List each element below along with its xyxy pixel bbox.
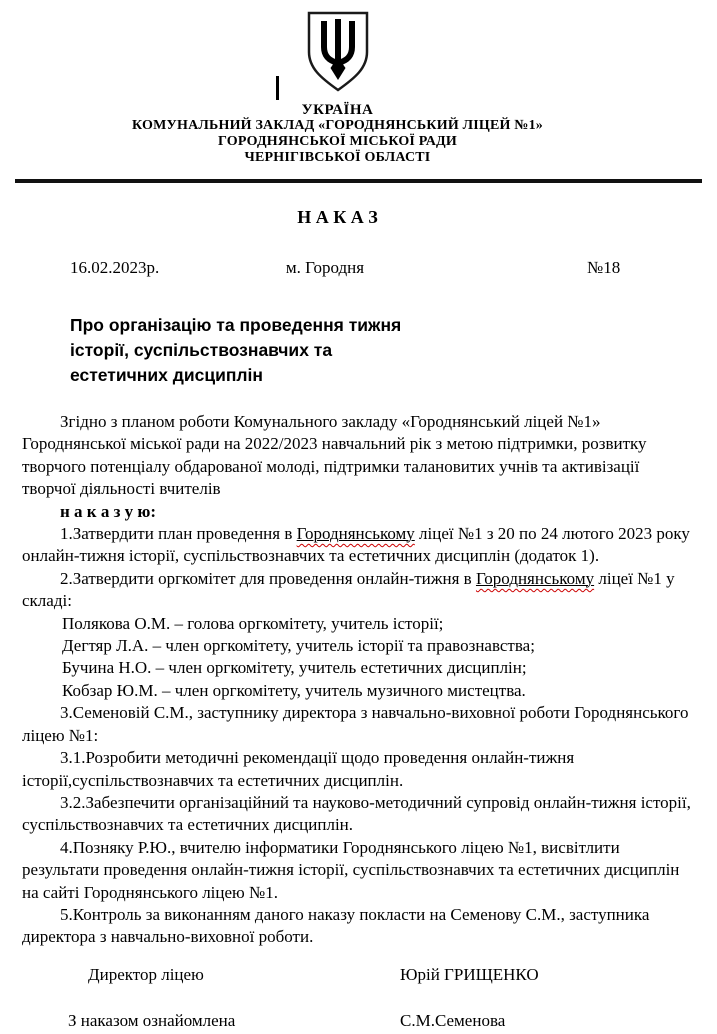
intro-paragraph: Згідно з планом роботи Комунального закладу «Городнянський ліцей №1» Городнянської міської ради на 2022/2023 навчальний рік з метою підтримки, розвитку творчого потенціалу обдарованої молоді, підтримки талановитих учнів та активізації творчої діяльності вчителів bbox=[22, 412, 647, 499]
order-item-1 bbox=[22, 523, 695, 568]
signature-row-director bbox=[22, 965, 695, 987]
decree-word: н а к а з у ю: bbox=[60, 501, 157, 521]
item2-text: 2.Затвердити оргкомітет для проведення онлайн-тижня в bbox=[60, 568, 476, 588]
letterhead bbox=[22, 102, 695, 166]
org-name-line2: ГОРОДНЯНСЬКОЇ МІСЬКОЇ РАДИ bbox=[218, 134, 457, 149]
misspelled-word: Городнянському bbox=[296, 524, 415, 544]
signature-role: З наказом ознайомлена bbox=[68, 1010, 236, 1030]
item1-text-cont: ліцеї №1 з 20 по 24 лютого 2023 року онлайн-тижня історії, суспільствознавчих та естетичних дисциплін (додаток 1). bbox=[22, 524, 690, 566]
letterhead-divider-rule bbox=[15, 179, 702, 183]
committee-member-row: Полякова О.М. – голова оргкомітету, учитель історії; bbox=[62, 613, 444, 633]
item1-text: 1.Затвердити план проведення в bbox=[60, 524, 297, 544]
text-cursor-bar bbox=[276, 76, 279, 100]
order-date: 16.02.2023р. bbox=[70, 258, 160, 277]
order-document-page bbox=[0, 10, 717, 1034]
document-type-title: Н А К А З bbox=[297, 207, 378, 227]
order-item-3: 3.Семеновій С.М., заступнику директора з навчально-виховної роботи Городнянського ліцею №1: bbox=[22, 703, 689, 745]
date-place-number-row bbox=[22, 258, 695, 280]
order-place: м. Городня bbox=[285, 258, 365, 277]
order-item-4: 4.Позняку Р.Ю., вчителю інформатики Городнянського ліцею №1, висвітлити результати проведення онлайн-тижня історії, суспільствознавчих та естетичних дисциплін на сайті Городнянського ліцею №1. bbox=[22, 837, 680, 902]
order-number: №18 bbox=[587, 258, 621, 277]
order-item-3-2: 3.2.Забезпечити організаційний та науково-методичний супровід онлайн-тижня історії, суспільствознавчих та естетичних дисциплін. bbox=[22, 792, 691, 835]
ukraine-trident-emblem-icon bbox=[305, 10, 371, 94]
org-name-line3: ЧЕРНІГІВСЬКОЇ ОБЛАСТІ bbox=[244, 150, 431, 165]
order-subject-heading: Про організацію та проведення тижня історії, суспільствознавчих та естетичних дисциплін bbox=[70, 315, 402, 385]
order-item-5: 5.Контроль за виконанням даного наказу покласти на Семенову С.М., заступника директора з навчально-виховної роботи. bbox=[22, 904, 650, 947]
signature-name: С.М.Семенова bbox=[400, 1010, 506, 1030]
committee-member-row: Бучина Н.О. – член оргкомітету, учитель естетичних дисциплін; bbox=[62, 658, 527, 678]
signature-role: Директор ліцею bbox=[88, 964, 204, 984]
emblem-container bbox=[22, 10, 695, 94]
item2-text-cont: ліцеї №1 у складі: bbox=[22, 568, 675, 611]
signature-block bbox=[22, 965, 695, 1033]
signature-name: Юрій ГРИЩЕНКО bbox=[400, 964, 539, 984]
order-item-2 bbox=[22, 568, 695, 613]
committee-member-row: Кобзар Ю.М. – член оргкомітету, учитель музичного мистецтва. bbox=[62, 680, 526, 700]
committee-member-row: Дегтяр Л.А. – член оргкомітету, учитель історії та правознавства; bbox=[62, 636, 535, 656]
country-name: УКРАЇНА bbox=[301, 102, 374, 118]
misspelled-word: Городнянському bbox=[475, 568, 595, 588]
signature-row-acknowledged bbox=[22, 1011, 695, 1033]
order-body bbox=[22, 411, 695, 949]
org-name-line1: КОМУНАЛЬНИЙ ЗАКЛАД «ГОРОДНЯНСЬКИЙ ЛІЦЕЙ №1» bbox=[132, 118, 543, 133]
order-item-3-1: 3.1.Розробити методичні рекомендації щодо проведення онлайн-тижня історії,суспільствознавчих та естетичних дисциплін. bbox=[22, 748, 575, 790]
